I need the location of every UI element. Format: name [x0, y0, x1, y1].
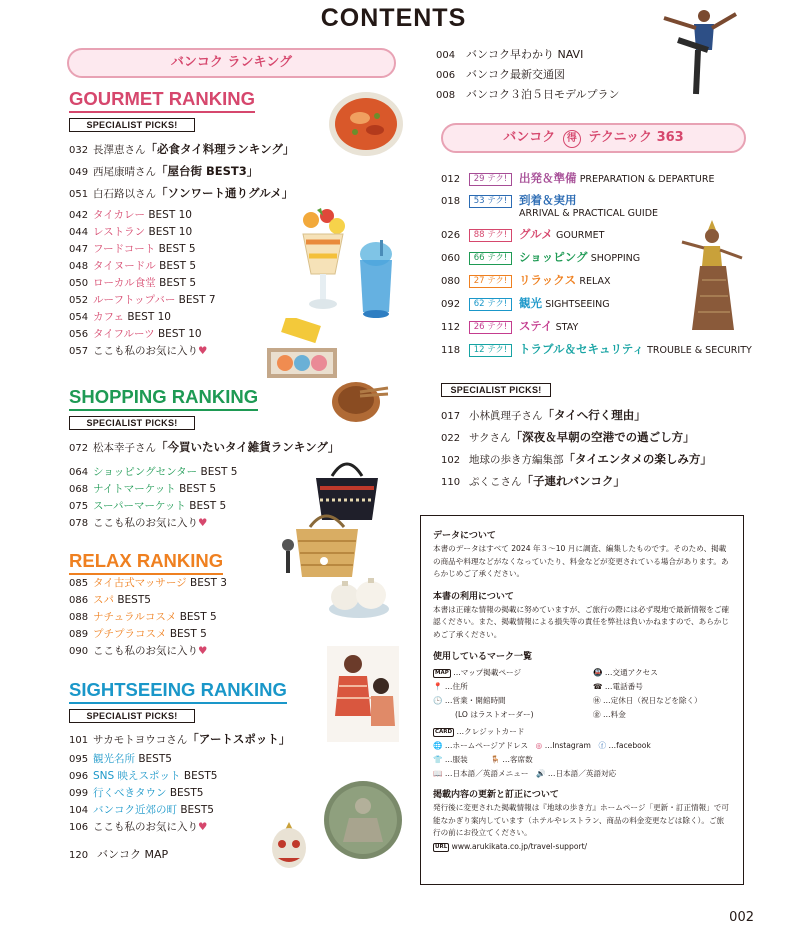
list-item[interactable]: 092 62 テク! 観光 SIGHTSEEING [441, 296, 610, 310]
gourmet-list [69, 207, 216, 360]
list-item[interactable]: 078 ここも私のお気に入り♥ [69, 517, 208, 529]
train-icon: 🚇 [593, 668, 603, 677]
mark-closed: ㊡ …定休日（祝日などを除く） [593, 696, 702, 705]
basket-bag-image [280, 505, 376, 581]
wooden-bowl-image [330, 378, 390, 426]
gourmet-picks [69, 138, 294, 204]
shopping-list [69, 464, 237, 532]
list-item[interactable]: 099 行くべきタウン BEST5 [69, 787, 204, 799]
sightseeing-list [69, 751, 217, 836]
shirt-icon: 👕 [433, 755, 443, 764]
specialist-picks-label: SPECIALIST PICKS! [441, 383, 551, 397]
mark-hours: 🕒 …営業・開館時間 [433, 696, 506, 705]
top-list [436, 45, 619, 105]
mark-traffic: 🚇 …交通アクセス [593, 668, 658, 677]
list-item[interactable]: 085 タイ古式マッサージ BEST 3 [69, 577, 227, 589]
mark-address: 📍 …住所 [433, 682, 468, 691]
list-item[interactable]: 006 バンコク最新交通図 [436, 68, 565, 81]
list-item[interactable]: 080 27 テク! リラックス RELAX [441, 273, 611, 287]
list-item[interactable]: 090 ここも私のお気に入り♥ [69, 645, 208, 657]
data-text: 本書のデータはすべて 2024 年３～10 月に調査、編集したものです。そのため、掲載の商品や料理などがなくなっていたり、料金などが変更されている場合があります。あらかじめご了承ください。 [433, 544, 729, 578]
list-item[interactable]: 095 観光名所 BEST5 [69, 753, 172, 765]
list-item[interactable]: 075 スーパーマーケット BEST 5 [69, 500, 227, 512]
list-item[interactable]: 106 ここも私のお気に入り♥ [69, 821, 208, 833]
list-item[interactable]: 042 タイカレー BEST 10 [69, 209, 192, 221]
list-item[interactable]: 056 タイフルーツ BEST 10 [69, 328, 202, 340]
list-item[interactable]: 051 白石路以さん「ソンワート通りグルメ」 [69, 186, 294, 200]
yoga-man-photo [652, 6, 744, 96]
usage-text: 本書は正確な情報の掲載に努めていますが、ご旅行の際には必ず現地で最新情報をご確認ください。また、掲載情報による損失等の責任を弊社は負いかねますので、あらかじめご了承ください。 [433, 604, 730, 639]
list-item[interactable]: 032 長澤恵さん「必食タイ料理ランキング」 [69, 142, 295, 156]
toku-mark: 得 [563, 130, 581, 148]
list-item[interactable]: 050 ローカル食堂 BEST 5 [69, 277, 197, 289]
list-item[interactable]: 064 ショッピングセンター BEST 5 [69, 466, 238, 478]
list-item[interactable]: 118 12 テク! トラブル＆セキュリティ TROUBLE & SECURITY [441, 342, 752, 356]
list-item[interactable]: 022 サクさん「深夜＆早朝の空港での過ごし方」 [441, 430, 695, 444]
closed-day-icon: ㊡ [593, 696, 601, 705]
seat-icon: 🪑 [490, 755, 500, 764]
list-item[interactable]: 004 バンコク早わかり NAVI [436, 48, 584, 61]
list-item[interactable]: 052 ルーフトップバー BEST 7 [69, 294, 216, 306]
update-text: 発行後に変更された掲載情報は『地球の歩き方』ホームページ「更新・訂正情報」で可能なかぎり案内しています（ホテルやレストラン、商品の料金変更などは除く）。ご旅行の前にお役立てください。 [433, 803, 729, 837]
thai-massage-photo [327, 646, 399, 742]
list-item[interactable]: 047 フードコート BEST 5 [69, 243, 196, 255]
list-item[interactable]: 060 66 テク! ショッピング SHOPPING [441, 250, 641, 264]
list-item[interactable]: 026 88 テク! グルメ GOURMET [441, 227, 605, 241]
ranking-pill: バンコク ランキング [67, 48, 396, 78]
list-item[interactable]: 088 ナチュラルコスメ BEST 5 [69, 611, 217, 623]
mark-web-row: 🌐 …ホームページアドレス ◎ …Instagram ⓕ …facebook [433, 741, 651, 750]
buddha-statue-photo [323, 780, 403, 860]
list-item[interactable]: 104 バンコク近郊の町 BEST5 [69, 804, 214, 816]
mark-lang-row: 📖 …日本語／英語メニュー 🔊 …日本語／英語対応 [433, 769, 617, 778]
blue-soda-image [354, 240, 398, 320]
phone-icon: ☎ [593, 682, 603, 691]
marks-heading: 使用しているマーク一覧 [433, 652, 533, 662]
map-item[interactable]: 120 バンコク MAP [69, 848, 169, 861]
right-picks [441, 404, 712, 492]
technique-pill: バンコク 得 テクニック 363 [441, 123, 746, 153]
list-item[interactable]: 018 53 テク! 到着＆実用 ARRIVAL & PRACTICAL GUIDE [441, 193, 659, 219]
specialist-picks-label: SPECIALIST PICKS! [69, 416, 195, 430]
mark-dress-row: 👕 …服装 🪑 …客席数 [433, 755, 533, 764]
relax-list [69, 575, 227, 660]
data-heading: データについて [433, 531, 496, 541]
technique-list [441, 170, 761, 364]
list-item[interactable]: 017 小林眞理子さん「タイへ行く理由」 [441, 408, 646, 422]
fruit-parfait-image [297, 208, 349, 316]
instagram-icon: ◎ [535, 741, 543, 750]
usage-heading: 本書の利用について [433, 591, 514, 602]
facebook-icon: ⓕ [598, 741, 607, 750]
mark-lo: (LO はラストオーダー) [455, 710, 534, 719]
list-item[interactable]: 008 バンコク３泊５日モデルプラン [436, 88, 620, 101]
mark-tel: ☎ …電話番号 [593, 682, 643, 691]
page-number: 002 [729, 910, 754, 925]
info-box [420, 515, 744, 885]
list-item[interactable]: 112 26 テク! ステイ STAY [441, 319, 579, 333]
cosmetic-jars-image [327, 575, 391, 619]
relax-ranking-title: RELAX RANKING [69, 550, 223, 575]
mark-card: CARD …クレジットカード [435, 727, 525, 736]
list-item[interactable]: 049 西尾康晴さん「屋台街 BEST3」 [69, 164, 259, 178]
list-item[interactable]: 072 松本幸子さん「今買いたいタイ雑貨ランキング」 [69, 440, 340, 454]
specialist-picks-label: SPECIALIST PICKS! [69, 709, 195, 723]
list-item[interactable]: 048 タイヌードル BEST 5 [69, 260, 197, 272]
clock-icon: 🕒 [433, 696, 443, 705]
list-item[interactable]: 057 ここも私のお気に入り♥ [69, 345, 208, 357]
mark-fee: ㊎ …料金 [593, 710, 626, 719]
list-item[interactable]: 044 レストラン BEST 10 [69, 226, 193, 238]
list-item[interactable]: 089 プチプラコスメ BEST 5 [69, 628, 207, 640]
macaron-box-image [263, 318, 347, 382]
pin-icon: 📍 [433, 682, 443, 691]
list-item[interactable]: 068 ナイトマーケット BEST 5 [69, 483, 217, 495]
curry-bowl-image [327, 88, 405, 158]
list-item[interactable]: 096 SNS 映えスポット BEST5 [69, 770, 218, 782]
sightseeing-ranking-title: SIGHTSEEING RANKING [69, 679, 287, 704]
list-item[interactable]: 012 29 テク! 出発＆準備 PREPARATION & DEPARTURE [441, 171, 715, 185]
list-item[interactable]: 102 地球の歩き方編集部「タイエンタメの楽しみ方」 [441, 452, 712, 466]
update-heading: 掲載内容の更新と訂正について [433, 790, 559, 800]
list-item[interactable]: 101 サカモトヨウコさん「アートスポット」 [69, 732, 291, 746]
mark-map: MAP …マップ掲載ページ [435, 668, 522, 677]
marks-grid [433, 666, 731, 722]
globe-icon: 🌐 [433, 741, 443, 750]
fee-icon: ㊎ [593, 710, 601, 719]
sightseeing-picks [69, 728, 290, 750]
demon-mask-image [268, 822, 310, 872]
shopping-picks [69, 436, 339, 458]
speaker-icon: 🔊 [536, 769, 546, 778]
list-item[interactable]: 086 スパ BEST5 [69, 594, 151, 606]
shopping-ranking-title: SHOPPING RANKING [69, 386, 258, 411]
menu-book-icon: 📖 [433, 769, 443, 778]
gourmet-ranking-title: GOURMET RANKING [69, 88, 255, 113]
list-item[interactable]: 110 ぷくこさん「子連れバンコク」 [441, 474, 625, 488]
support-url[interactable]: URL www.arukikata.co.jp/travel-support/ [435, 841, 588, 851]
list-item[interactable]: 054 カフェ BEST 10 [69, 311, 171, 323]
page-title: CONTENTS [320, 4, 467, 32]
specialist-picks-label: SPECIALIST PICKS! [69, 118, 195, 132]
